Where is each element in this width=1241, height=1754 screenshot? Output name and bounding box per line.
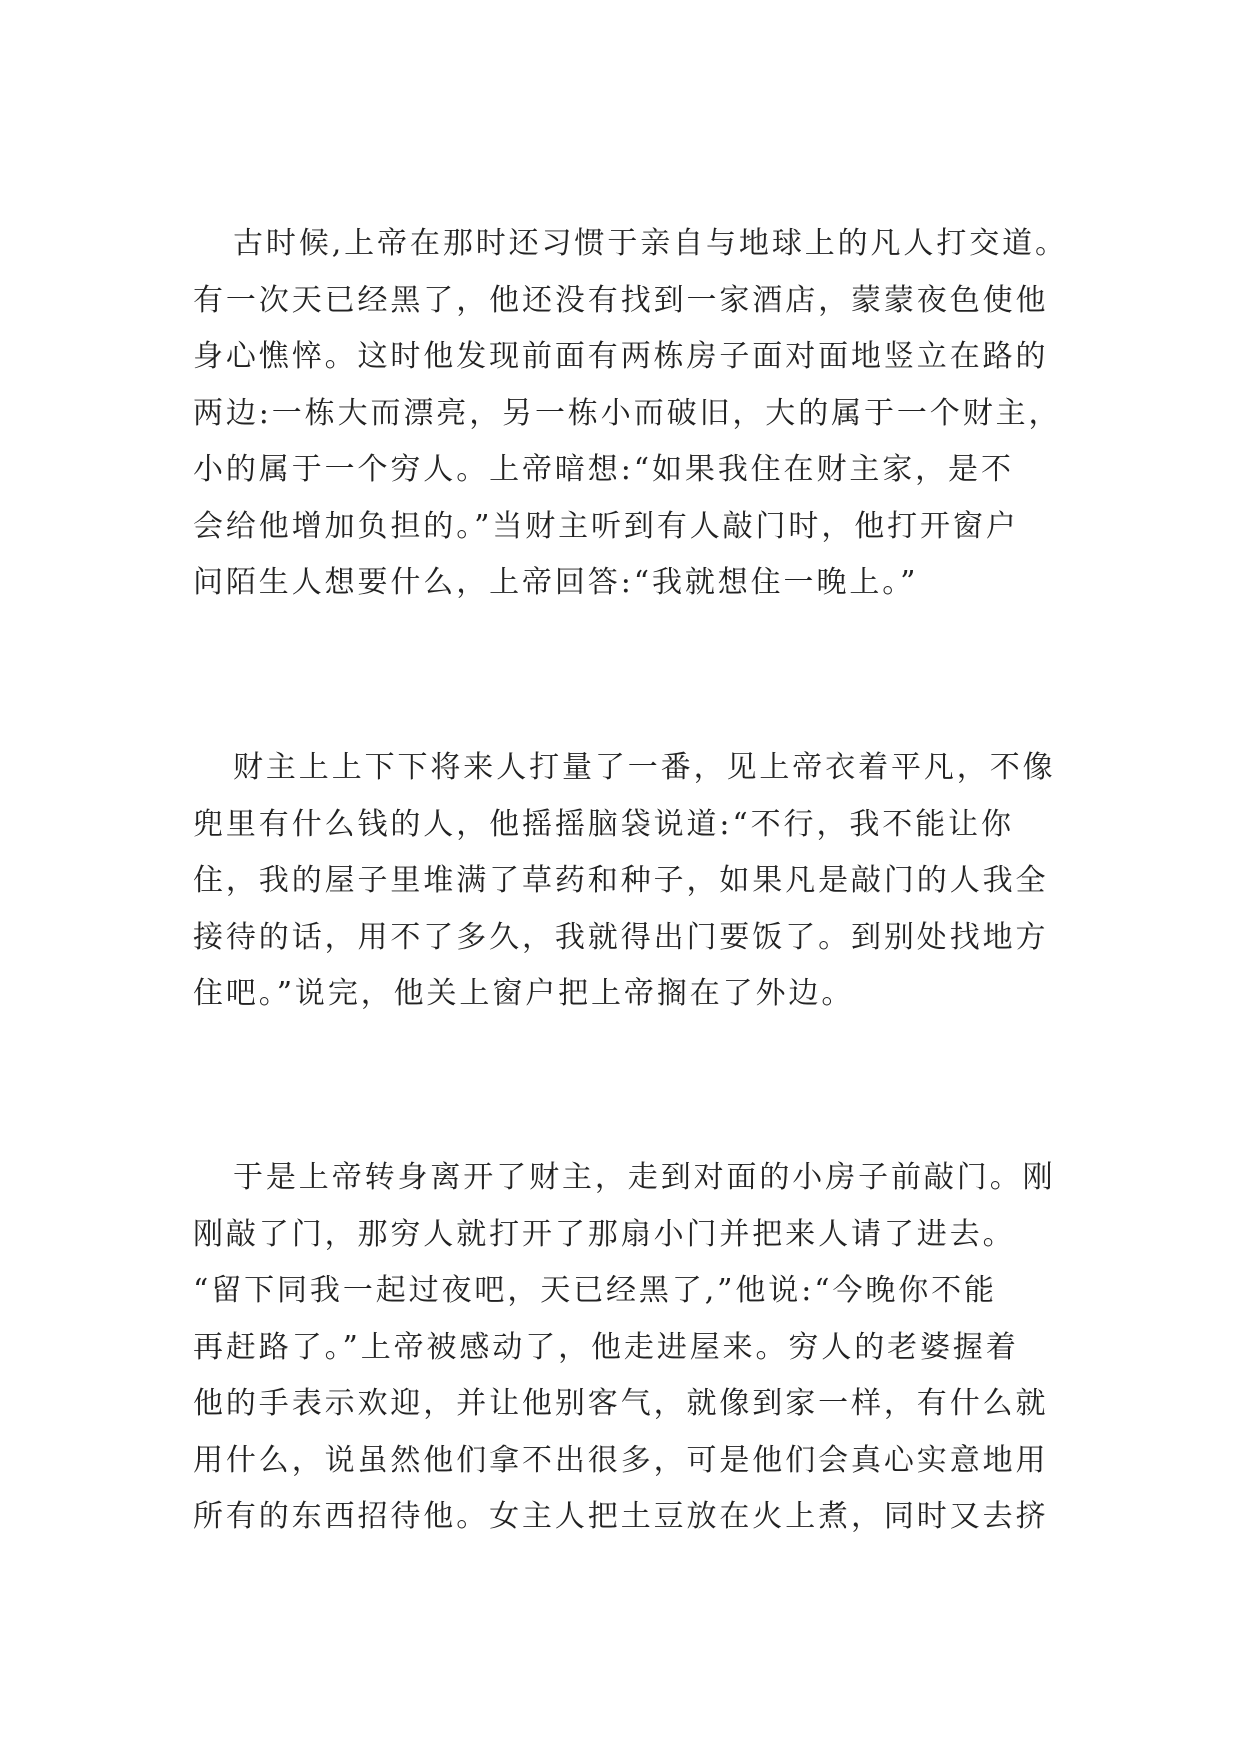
- paragraph-line: 小的属于一个穷人。上帝暗想:“如果我住在财主家，是不: [193, 452, 1014, 487]
- paragraph-3: [193, 1150, 1056, 1546]
- paragraph-2: [193, 740, 1056, 1023]
- paragraph-line: 所有的东西招待他。女主人把土豆放在火上煮，同时又去挤: [193, 1499, 1049, 1534]
- paragraph-line: 古时候,上帝在那时还习惯于亲自与地球上的凡人打交道。: [233, 226, 1068, 261]
- paragraph-line: 有一次天已经黑了，他还没有找到一家酒店，蒙蒙夜色使他: [193, 282, 1049, 318]
- paragraph-line: 会给他增加负担的。”当财主听到有人敲门时，他打开窗户: [193, 508, 1019, 544]
- paragraph-line: 问陌生人想要什么，上帝回答:“我就想住一晚上。”: [193, 565, 919, 600]
- paragraph-line: 接待的话，用不了多久，我就得出门要饭了。到别处找地方: [193, 919, 1049, 955]
- paragraph-line: 财主上上下下将来人打量了一番，见上帝衣着平凡，不像: [233, 750, 1056, 785]
- paragraph-line: 用什么，说虽然他们拿不出很多，可是他们会真心实意地用: [193, 1442, 1049, 1478]
- paragraph-line: 再赶路了。”上帝被感动了，他走进屋来。穷人的老婆握着: [193, 1329, 1019, 1365]
- paragraph-line: 住吧。”说完，他关上窗户把上帝搁在了外边。: [193, 976, 855, 1011]
- paragraph-line: 两边:一栋大而漂亮，另一栋小而破旧，大的属于一个财主，: [193, 395, 1062, 431]
- paragraph-line: 兜里有什么钱的人，他摇摇脑袋说道:“不行，我不能让你: [193, 806, 1014, 842]
- paragraph-line: 于是上帝转身离开了财主，走到对面的小房子前敲门。刚: [233, 1160, 1056, 1195]
- paragraph-line: 刚敲了门，那穷人就打开了那扇小门并把来人请了进去。: [193, 1216, 1016, 1252]
- paragraph-line: “留下同我一起过夜吧，天已经黑了,”他说:“今晚你不能: [193, 1273, 997, 1308]
- paragraph-line: 住，我的屋子里堆满了草药和种子，如果凡是敲门的人我全: [193, 863, 1049, 898]
- paragraph-line: 身心憔悴。这时他发现前面有两栋房子面对面地竖立在路的: [193, 339, 1049, 374]
- paragraph-line: 他的手表示欢迎，并让他别客气，就像到家一样，有什么就: [193, 1386, 1049, 1421]
- paragraph-1: [193, 216, 1068, 612]
